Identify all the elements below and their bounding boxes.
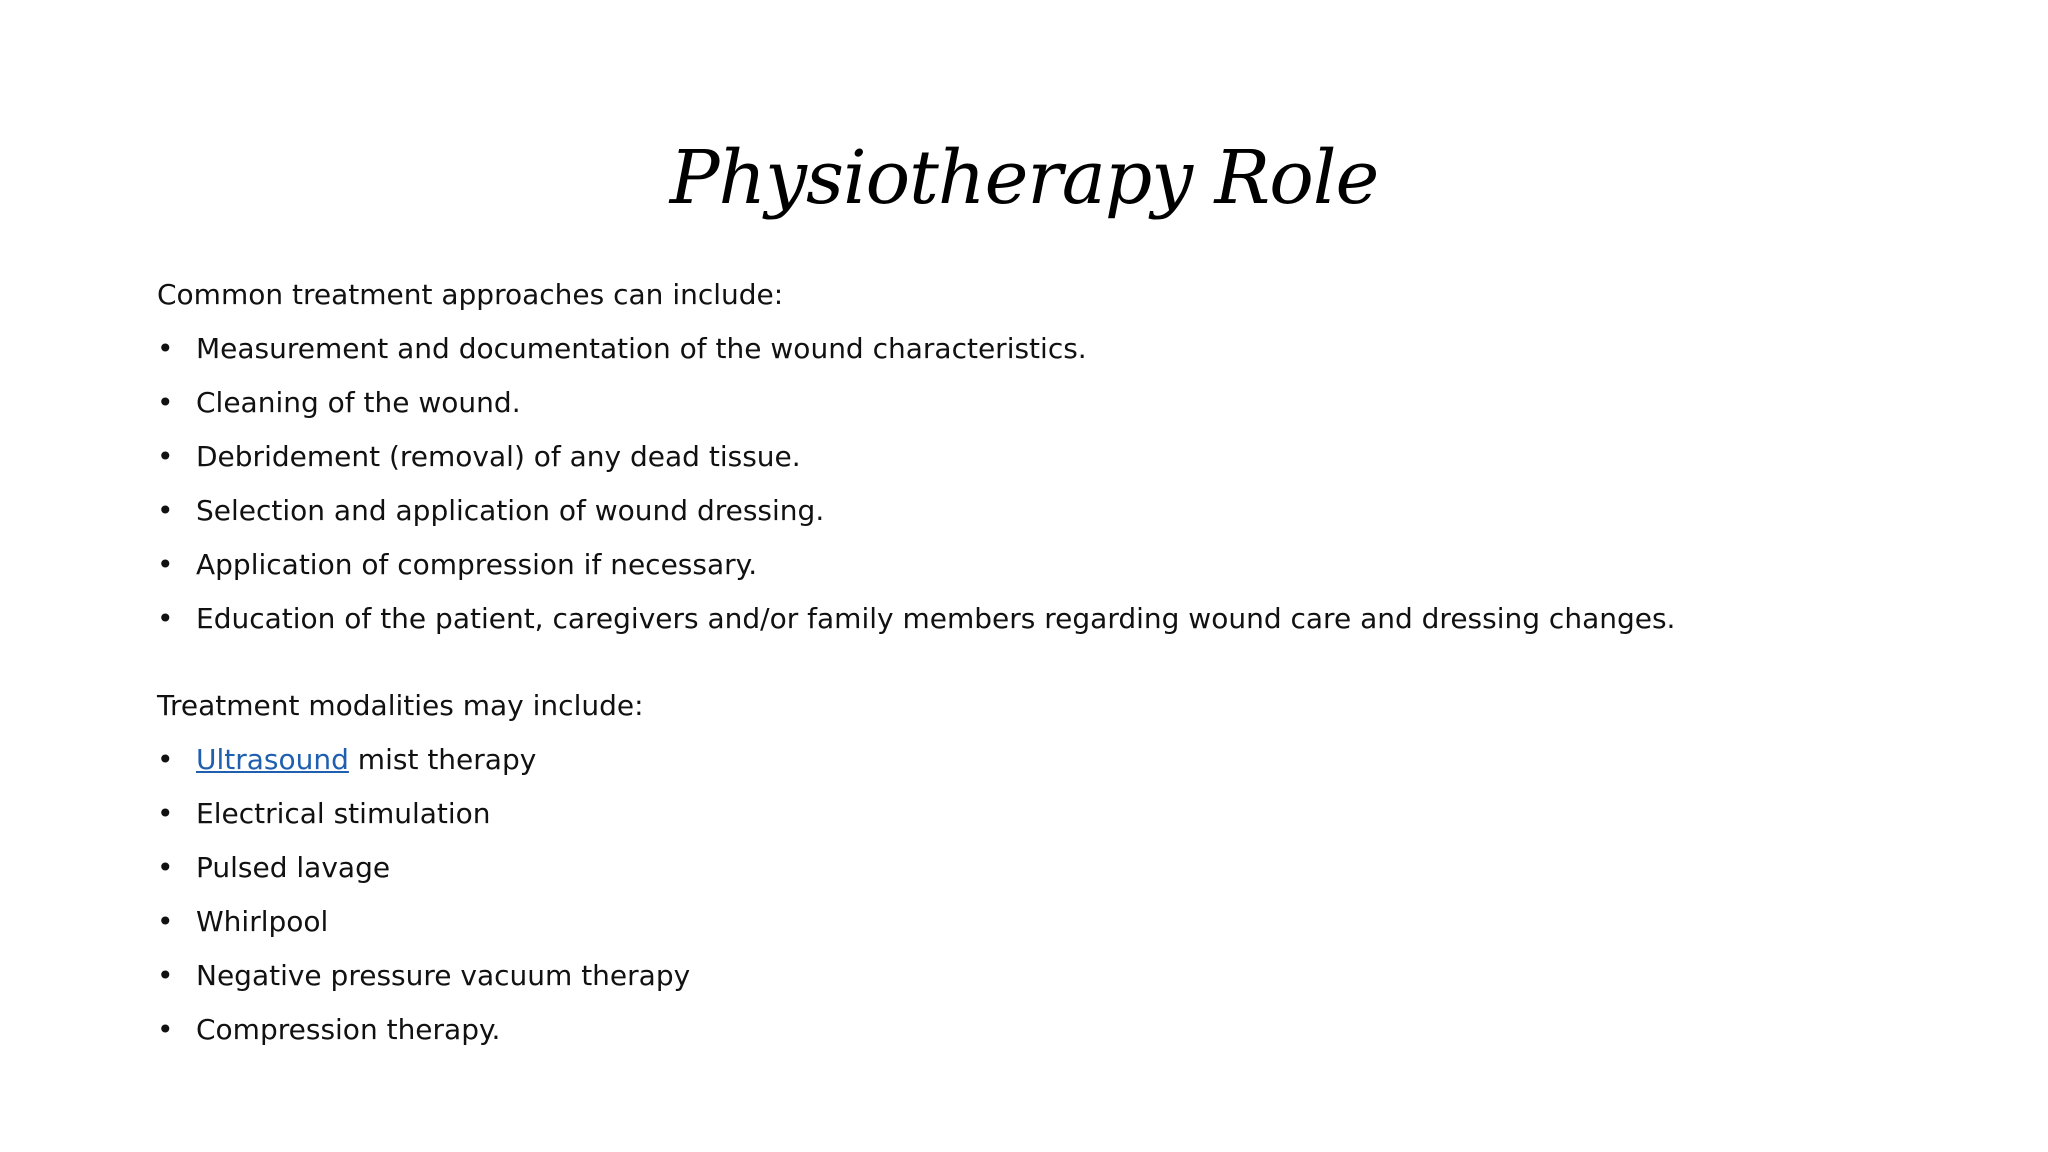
treatment-approaches-list — [157, 322, 1957, 646]
list-item-text: Whirlpool — [196, 905, 329, 938]
slide-title: Physiotherapy Role — [669, 135, 1379, 221]
bullet-icon: • — [157, 602, 174, 635]
list-item-text: Negative pressure vacuum therapy — [196, 959, 691, 992]
list-item-text: mist therapy — [348, 743, 537, 776]
list-item — [157, 322, 1957, 376]
list-item-text: Compression therapy. — [196, 1013, 501, 1046]
list-item-text: Measurement and documentation of the wound characteristics. — [196, 332, 1087, 365]
bullet-icon: • — [157, 851, 174, 884]
list-item-text: Electrical stimulation — [196, 797, 491, 830]
treatment-modalities-list — [157, 733, 1957, 1057]
list-item — [157, 1003, 1957, 1057]
bullet-icon: • — [157, 440, 174, 473]
section-intro-treatment-approaches: Common treatment approaches can include: — [157, 278, 784, 311]
list-item — [157, 592, 1957, 646]
section-intro-treatment-modalities: Treatment modalities may include: — [157, 689, 644, 722]
bullet-icon: • — [157, 905, 174, 938]
list-item — [157, 787, 1957, 841]
list-item-text: Application of compression if necessary. — [196, 548, 758, 581]
bullet-icon: • — [157, 743, 174, 776]
section-spacer — [157, 646, 1957, 679]
list-item — [157, 733, 1957, 787]
list-item-text: Selection and application of wound dressing. — [196, 494, 825, 527]
ultrasound-link[interactable]: Ultrasound — [196, 743, 349, 776]
list-item-text: Debridement (removal) of any dead tissue. — [196, 440, 801, 473]
slide-content — [157, 268, 1957, 1057]
bullet-icon: • — [157, 386, 174, 419]
list-item — [157, 895, 1957, 949]
list-item — [157, 376, 1957, 430]
list-item — [157, 538, 1957, 592]
list-item — [157, 949, 1957, 1003]
list-item — [157, 841, 1957, 895]
bullet-icon: • — [157, 548, 174, 581]
list-item-text: Pulsed lavage — [196, 851, 391, 884]
bullet-icon: • — [157, 494, 174, 527]
list-item-text: Cleaning of the wound. — [196, 386, 521, 419]
bullet-icon: • — [157, 959, 174, 992]
list-item-text: Education of the patient, caregivers and/or family members regarding wound care and dressing changes. — [196, 602, 1676, 635]
list-item — [157, 484, 1957, 538]
bullet-icon: • — [157, 332, 174, 365]
list-item — [157, 430, 1957, 484]
bullet-icon: • — [157, 1013, 174, 1046]
bullet-icon: • — [157, 797, 174, 830]
